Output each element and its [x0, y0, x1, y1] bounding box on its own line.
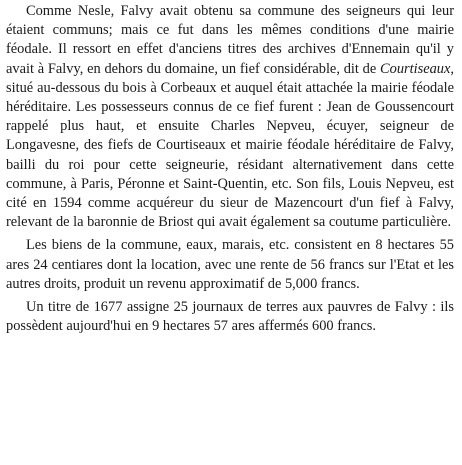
paragraph-2-text: Les biens de la commune, eaux, marais, etc. consistent en 8 hectares 55 ares 24 centiares dont la location, avec une rente de 56 francs sur l'Etat et les autres droits, produit un revenu approximatif de 5,000 francs.: [6, 237, 454, 292]
paragraph-1-text-a: Comme Nesle, Falvy avait obtenu sa commune des seigneurs qui leur étaient communs; mais ce fut dans les mêmes conditions d'une mairie féodale. Il ressort en effet d'anciens titres des archives d'Ennemain qu'il y avait à Falvy, en dehors du domaine, un fief considérable, dit de: [6, 3, 454, 77]
paragraph-2: [6, 236, 454, 294]
paragraph-1-italic-term: Courtiseaux: [380, 60, 451, 77]
paragraph-1-text-b: , situé au-dessous du bois à Corbeaux et auquel était attachée la mairie féodale héréditaire. Les possesseurs connus de ce fief furent : Jean de Goussencourt rappelé plus haut, et ensuite Charles Nepveu, écuyer, seigneur de Longavesne, des fiefs de Courtiseaux et mairie féodale héréditaire de Falvy, bailli du roi pour cette seigneurie, résidant alternativement dans cette commune, à Paris, Péronne et Saint-Quentin, etc. Son fils, Louis Nepveu, est cité en 1594 comme acquéreur du sieur de Mazencourt d'un fief à Falvy, relevant de la baronnie de Briost qui avait également sa coutume particulière.: [6, 60, 454, 231]
paragraph-1: [6, 2, 454, 232]
paragraph-3-text: Un titre de 1677 assigne 25 journaux de terres aux pauvres de Falvy : ils possèdent aujourd'hui en 9 hectares 57 ares affermés 600 francs.: [6, 299, 454, 335]
document-page: [6, 2, 454, 336]
paragraph-3: [6, 298, 454, 336]
